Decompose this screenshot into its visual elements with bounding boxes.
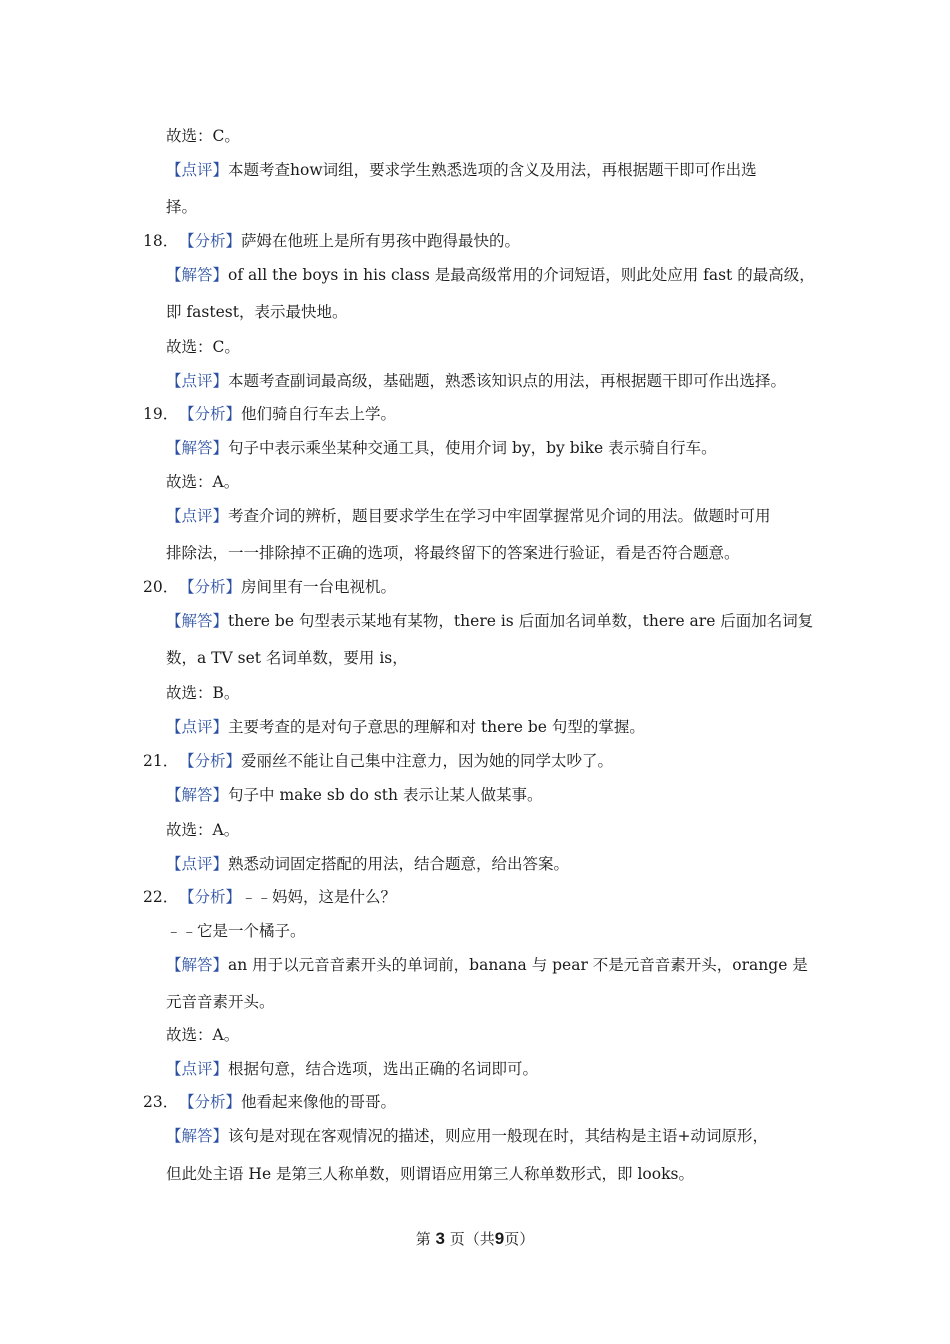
question-number: 21． bbox=[143, 752, 179, 770]
text-line bbox=[166, 1164, 694, 1186]
line-text: 故选：B。 bbox=[166, 684, 240, 702]
text-line bbox=[166, 543, 740, 565]
section-tag: 【分析】 bbox=[179, 1093, 242, 1111]
text-line bbox=[166, 197, 197, 219]
question-number: 18． bbox=[143, 232, 179, 250]
section-tag: 【点评】 bbox=[166, 718, 229, 736]
footer-middle: 页（共 bbox=[449, 1230, 495, 1248]
section-tag: 【分析】 bbox=[179, 405, 242, 423]
line-text: 故选：C。 bbox=[166, 338, 240, 356]
question-line bbox=[143, 1092, 396, 1114]
text-line bbox=[166, 337, 240, 359]
question-number: 22． bbox=[143, 888, 179, 906]
footer-total-pages: 9 bbox=[494, 1229, 505, 1248]
line-text: ﹣﹣它是一个橘子。 bbox=[166, 922, 306, 940]
section-tag: 【分析】 bbox=[179, 578, 242, 596]
text-line bbox=[166, 921, 306, 943]
line-text: 本题考查how词组，要求学生熟悉选项的含义及用法，再根据题干即可作出选 bbox=[228, 161, 757, 179]
answer-section-line bbox=[166, 1126, 768, 1148]
section-tag: 【解答】 bbox=[166, 439, 229, 457]
line-text: 择。 bbox=[166, 198, 198, 216]
line-text: 句子中表示乘坐某种交通工具，使用介词 by，by bike 表示骑自行车。 bbox=[228, 439, 717, 457]
text-line bbox=[166, 472, 239, 494]
question-line bbox=[143, 577, 396, 599]
section-tag: 【点评】 bbox=[166, 1060, 229, 1078]
footer-page-number: 3 bbox=[435, 1229, 445, 1248]
answer-section-line bbox=[166, 785, 542, 807]
section-tag: 【解答】 bbox=[166, 266, 229, 284]
line-text: of all the boys in his class 是最高级常用的介词短语，则此处应用 fast 的最高级， bbox=[228, 266, 815, 284]
text-line bbox=[166, 648, 408, 670]
question-number: 19． bbox=[143, 405, 179, 423]
line-text: 他看起来像他的哥哥。 bbox=[241, 1093, 397, 1111]
question-line bbox=[143, 404, 396, 426]
line-text: 故选：A。 bbox=[166, 1026, 240, 1044]
section-tag: 【解答】 bbox=[166, 612, 229, 630]
line-text: an 用于以元音音素开头的单词前，banana 与 pear 不是元音音素开头，orange 是 bbox=[228, 956, 808, 974]
section-tag: 【分析】 bbox=[179, 752, 242, 770]
line-text: 房间里有一台电视机。 bbox=[241, 578, 397, 596]
line-text: 数，a TV set 名词单数，要用 is， bbox=[166, 649, 408, 667]
line-text: 排除法，一一排除掉不正确的选项，将最终留下的答案进行验证，看是否符合题意。 bbox=[166, 544, 740, 562]
line-text: 该句是对现在客观情况的描述，则应用一般现在时，其结构是主语+动词原形， bbox=[228, 1127, 769, 1145]
answer-section-line bbox=[166, 265, 815, 287]
footer-prefix: 第 bbox=[415, 1230, 431, 1248]
line-text: 熟悉动词固定搭配的用法，结合题意，给出答案。 bbox=[228, 855, 570, 873]
answer-section-line bbox=[166, 854, 569, 876]
section-tag: 【点评】 bbox=[166, 855, 229, 873]
text-line bbox=[166, 992, 275, 1014]
answer-section-line bbox=[166, 611, 813, 633]
page-footer bbox=[0, 1229, 950, 1249]
line-text: 爱丽丝不能让自己集中注意力，因为她的同学太吵了。 bbox=[241, 752, 614, 770]
line-text: ﹣﹣妈妈，这是什么？ bbox=[241, 888, 397, 906]
text-line bbox=[166, 302, 347, 324]
text-line bbox=[166, 820, 239, 842]
line-text: 考查介词的辨析，题目要求学生在学习中牢固掌握常见介词的用法。做题时可用 bbox=[228, 507, 771, 525]
question-line bbox=[143, 751, 613, 773]
line-text: there be 句型表示某地有某物，there is 后面加名词单数，there are 后面加名词复 bbox=[228, 612, 814, 630]
question-number: 20． bbox=[143, 578, 179, 596]
section-tag: 【分析】 bbox=[179, 232, 242, 250]
section-tag: 【解答】 bbox=[166, 1127, 229, 1145]
section-tag: 【分析】 bbox=[179, 888, 242, 906]
line-text: 但此处主语 He 是第三人称单数，则谓语应用第三人称单数形式，即 looks。 bbox=[166, 1165, 694, 1183]
section-tag: 【点评】 bbox=[166, 161, 229, 179]
line-text: 萨姆在他班上是所有男孩中跑得最快的。 bbox=[241, 232, 521, 250]
section-tag: 【解答】 bbox=[166, 956, 229, 974]
section-tag: 【解答】 bbox=[166, 786, 229, 804]
answer-section-line bbox=[166, 1059, 538, 1081]
line-text: 元音音素开头。 bbox=[166, 993, 275, 1011]
line-text: 主要考查的是对句子意思的理解和对 there be 句型的掌握。 bbox=[228, 718, 645, 736]
line-text: 他们骑自行车去上学。 bbox=[241, 405, 397, 423]
question-number: 23． bbox=[143, 1093, 179, 1111]
answer-section-line bbox=[166, 438, 717, 460]
answer-section-line bbox=[166, 160, 757, 182]
answer-section-line bbox=[166, 717, 645, 739]
footer-suffix: 页） bbox=[504, 1230, 535, 1248]
section-tag: 【点评】 bbox=[166, 372, 229, 390]
text-line bbox=[166, 1025, 239, 1047]
line-text: 句子中 make sb do sth 表示让某人做某事。 bbox=[228, 786, 543, 804]
line-text: 故选：C。 bbox=[166, 127, 240, 145]
answer-section-line bbox=[166, 955, 808, 977]
answer-section-line bbox=[166, 506, 771, 528]
text-line bbox=[166, 683, 239, 705]
line-text: 故选：A。 bbox=[166, 821, 240, 839]
line-text: 即 fastest，表示最快地。 bbox=[166, 303, 348, 321]
answer-section-line bbox=[166, 371, 786, 393]
line-text: 根据句意，结合选项，选出正确的名词即可。 bbox=[228, 1060, 539, 1078]
section-tag: 【点评】 bbox=[166, 507, 229, 525]
question-line bbox=[143, 887, 396, 909]
question-line bbox=[143, 231, 520, 253]
line-text: 故选：A。 bbox=[166, 473, 240, 491]
line-text: 本题考查副词最高级，基础题，熟悉该知识点的用法，再根据题干即可作出选择。 bbox=[228, 372, 787, 390]
text-line bbox=[166, 126, 240, 148]
